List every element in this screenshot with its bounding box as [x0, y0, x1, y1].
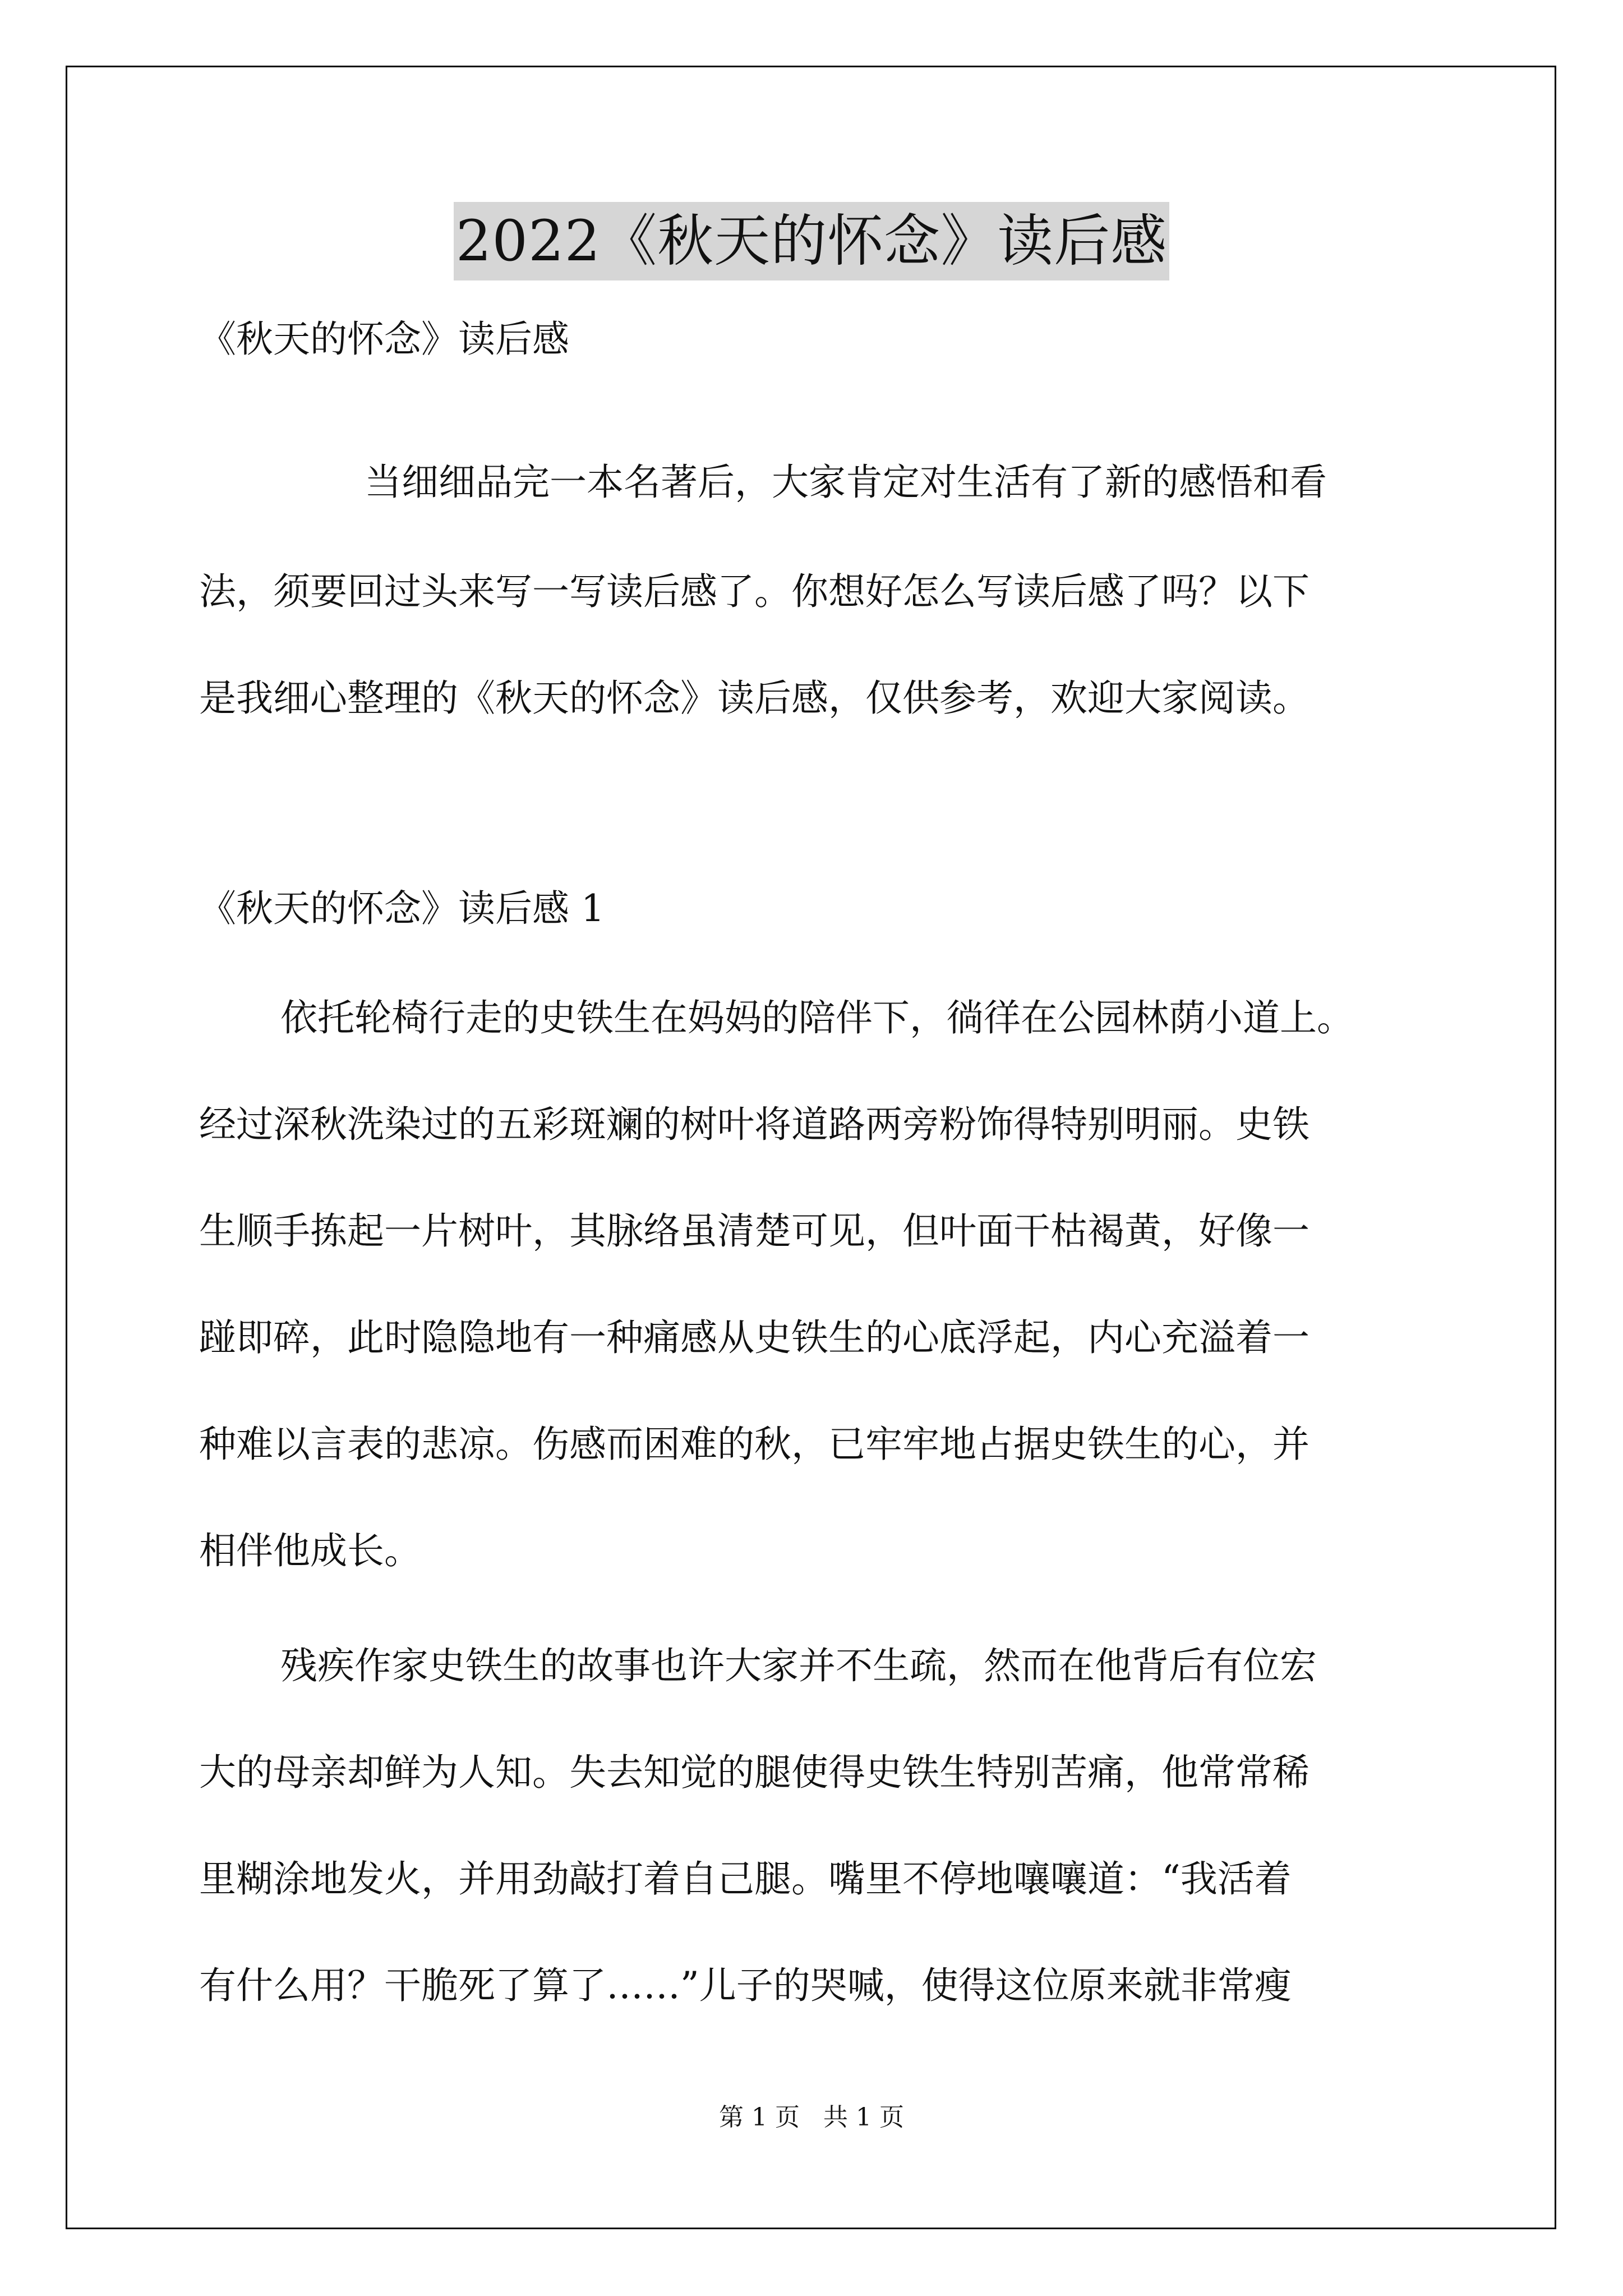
paragraph-line: 里糊涂地发火，并用劲敲打着自己腿。嘴里不停地嚷嚷道：“我活着 — [199, 1857, 1292, 1901]
subtitle: 《秋天的怀念》读后感 — [199, 318, 569, 361]
paragraph-line: 生顺手拣起一片树叶，其脉络虽清楚可见，但叶面干枯褐黄，好像一 — [199, 1209, 1310, 1253]
paragraph-line: 踫即碎，此时隐隐地有一种痛感从史铁生的心底浮起，内心充溢着一 — [199, 1316, 1310, 1359]
section-heading: 《秋天的怀念》读后感 1 — [199, 887, 605, 930]
intro-line: 当细细品完一本名著后，大家肯定对生活有了新的感悟和看 — [365, 461, 1327, 504]
paragraph-line: 经过深秋洗染过的五彩斑斓的树叶将道路两旁粉饰得特别明丽。史铁 — [199, 1103, 1310, 1146]
document-title: 2022《秋天的怀念》读后感 — [454, 202, 1170, 280]
title-container — [0, 202, 1623, 280]
paragraph-line: 种难以言表的悲凉。伤感而困难的秋，已牢牢地占据史铁生的心，并 — [199, 1423, 1310, 1466]
page-footer: 第 1 页 共 1 页 — [719, 2103, 904, 2132]
page-border — [66, 66, 1556, 2229]
paragraph-line: 残疾作家史铁生的故事也许大家并不生疏，然而在他背后有位宏 — [280, 1644, 1317, 1687]
paragraph-line: 相伴他成长。 — [199, 1529, 421, 1572]
paragraph-line: 大的母亲却鲜为人知。失去知觉的腿使得史铁生特别苦痛，他常常稀 — [199, 1751, 1310, 1794]
intro-line: 是我细心整理的《秋天的怀念》读后感，仅供参考，欢迎大家阅读。 — [199, 677, 1310, 720]
paragraph-line: 有什么用？干脆死了算了……”儿子的哭喊，使得这位原来就非常瘦 — [199, 1964, 1292, 2007]
paragraph-line: 依托轮椅行走的史铁生在妈妈的陪伴下，徜徉在公园林荫小道上。 — [280, 996, 1354, 1039]
intro-line: 法，须要回过头来写一写读后感了。你想好怎么写读后感了吗？以下 — [199, 570, 1310, 613]
